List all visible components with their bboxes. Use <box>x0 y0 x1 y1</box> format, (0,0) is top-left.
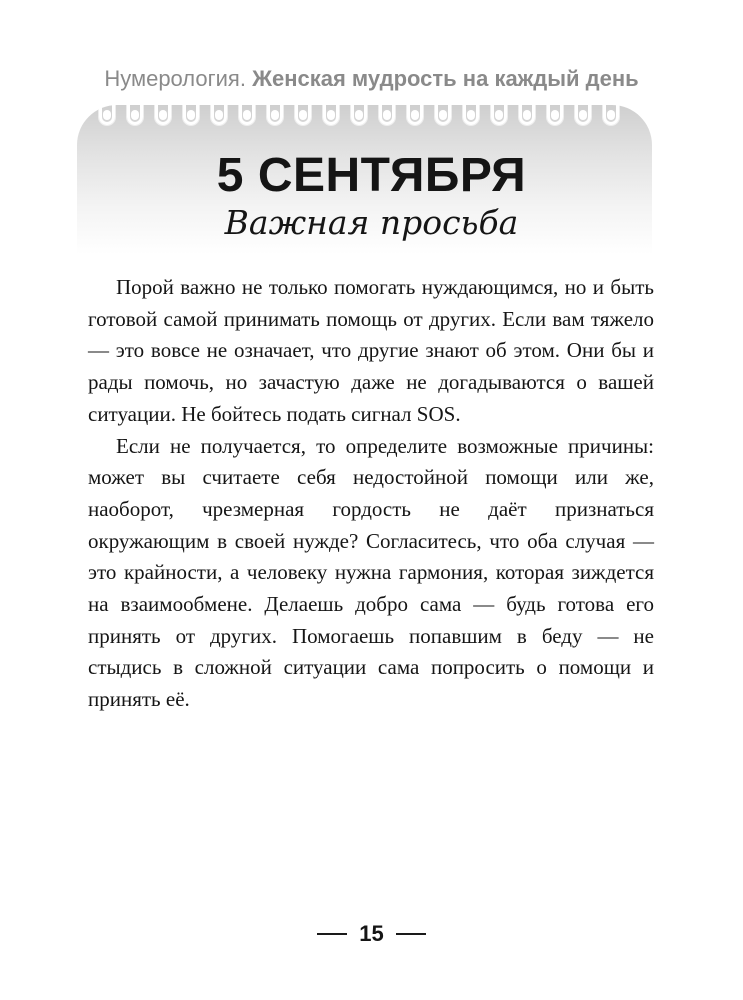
binder-ring-icon <box>491 93 507 125</box>
binder-ring-icon <box>519 93 535 125</box>
binder-ring-icon <box>239 93 255 125</box>
dash-divider <box>396 933 426 935</box>
body-paragraph: Если не получается, то определите возможные причины: может вы считаете себя недостойной помощи или же, наоборот, чрезмерная гордость не даёт признаться окружающим в своей нужде? Согласитесь, что оба случая — это крайности, а человеку нужна гармония, которая зиждется на взаимообмене. Делаешь добро сама — будь готова его принять от других. Помогаешь попавшим в беду — не стыдись в сложной ситуации сама попросить о помощи и принять её. <box>88 433 654 712</box>
binder-ring-icon <box>183 93 199 125</box>
binder-ring-icon <box>463 93 479 125</box>
page-number: 15 <box>359 921 384 946</box>
book-title: Женская мудрость на каждый день <box>252 66 639 91</box>
binder-ring-icon <box>351 93 367 125</box>
binder-ring-icon <box>575 93 591 125</box>
binder-ring-icon <box>379 93 395 125</box>
binder-ring-icon <box>211 93 227 125</box>
entry-body <box>88 272 654 716</box>
binder-ring-icon <box>547 93 563 125</box>
binder-ring-icon <box>127 93 143 125</box>
binder-ring-icon <box>323 93 339 125</box>
binder-ring-icon <box>155 93 171 125</box>
entry-subtitle: Важная просьба <box>224 203 519 242</box>
binder-ring-icon <box>295 93 311 125</box>
dash-divider <box>317 933 347 935</box>
binder-ring-icon <box>407 93 423 125</box>
page-footer <box>0 921 743 947</box>
binder-ring-icon <box>267 93 283 125</box>
binder-ring-icon <box>603 93 619 125</box>
running-header <box>0 66 743 92</box>
binder-ring-icon <box>99 93 115 125</box>
body-paragraph: Порой важно не только помогать нуждающимся, но и быть готовой самой принимать помощь от других. Если вам тяжело — это вовсе не означает, что другие знают об этом. Они бы и рады помочь, но зачастую даже не догадываются о вашей ситуации. Не бойтесь подать сигнал SOS. <box>88 275 654 426</box>
series-title: Нумерология. <box>104 66 246 91</box>
entry-date-title: 5 СЕНТЯБРЯ <box>216 149 527 202</box>
binder-ring-icon <box>435 93 451 125</box>
